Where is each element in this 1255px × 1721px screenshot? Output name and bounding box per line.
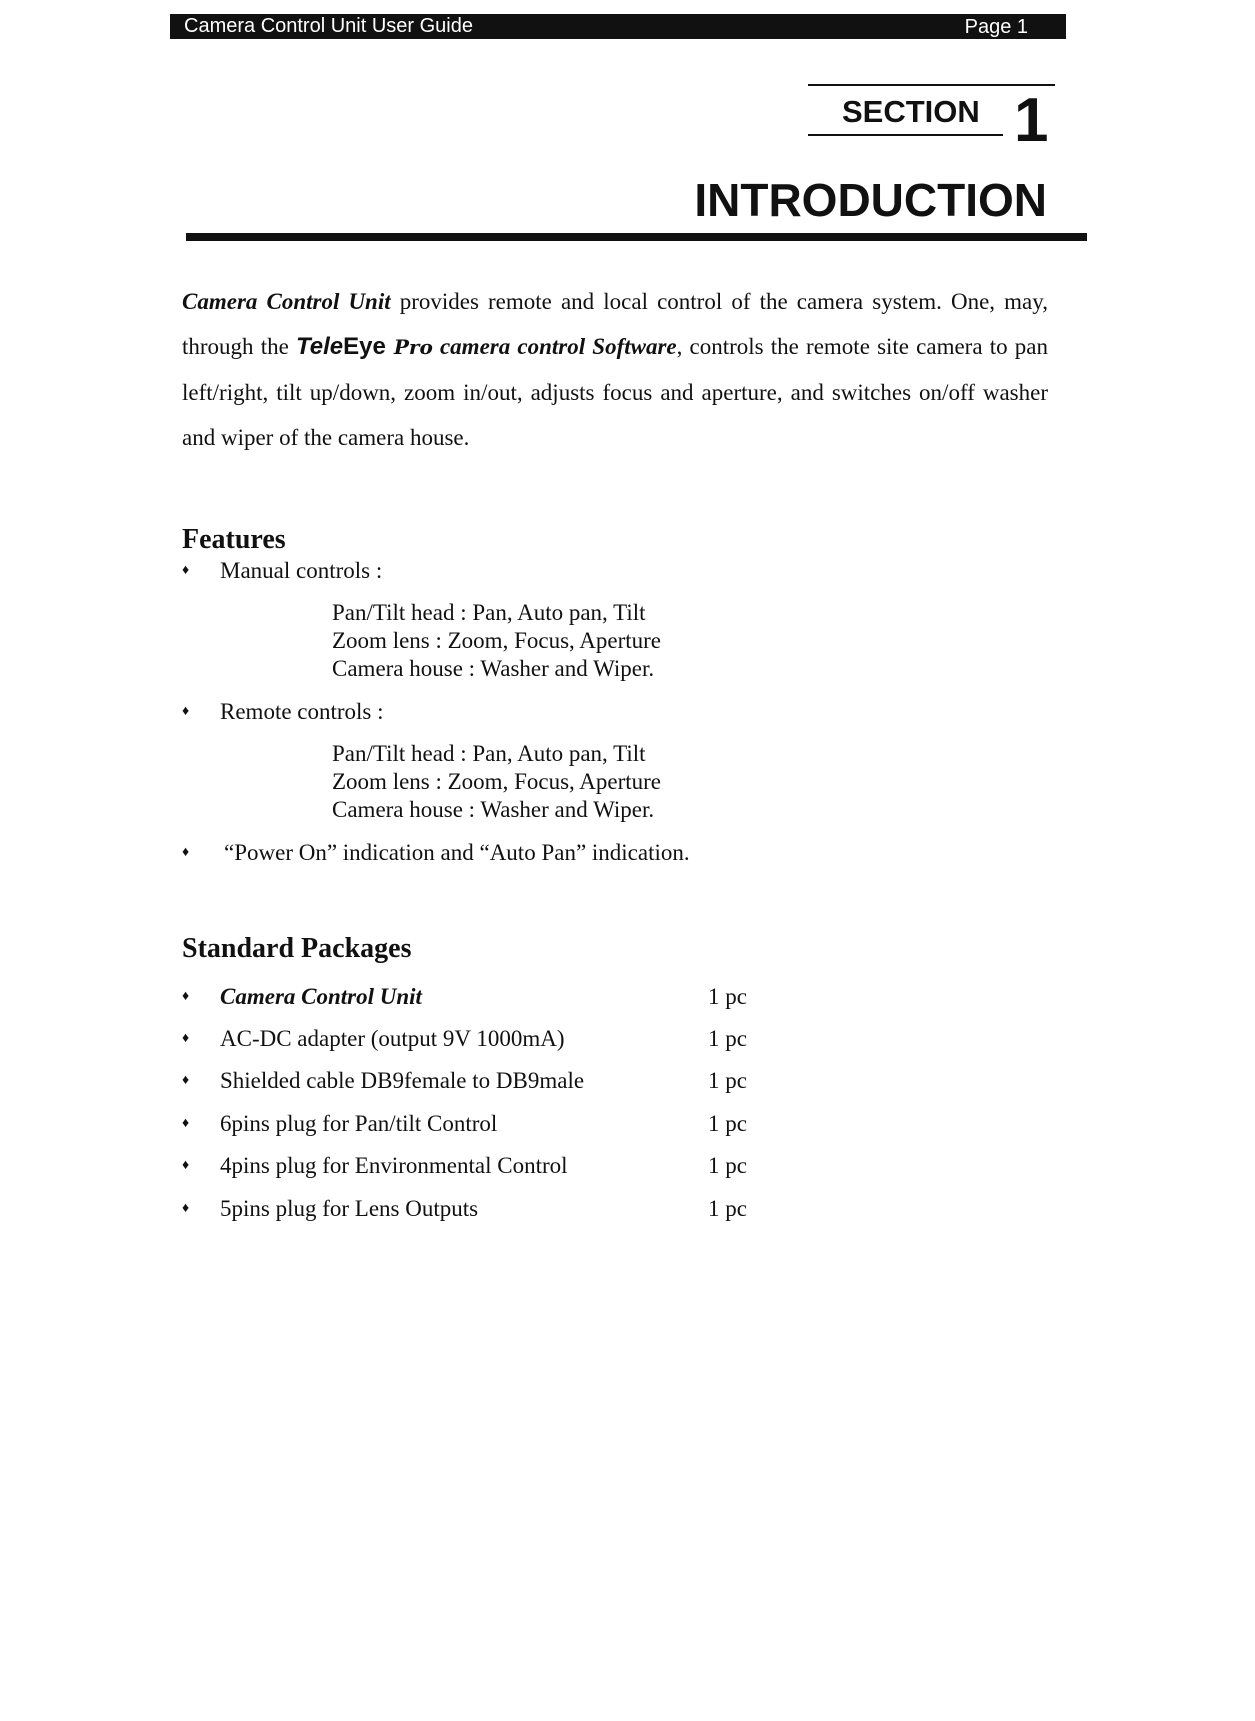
package-item: ♦ 4pins plug for Environmental Control 1 pc [182, 1151, 782, 1181]
title-rule [186, 233, 1087, 241]
bullet-icon: ♦ [182, 563, 190, 578]
bullet-icon: ♦ [182, 1116, 190, 1131]
bullet-icon: ♦ [182, 845, 190, 860]
intro-paragraph [182, 279, 1048, 460]
intro-text-1: provides remote and local control of the camera system. One, may, through the [182, 289, 1048, 359]
remote-zoom-line: Zoom lens : Zoom, Focus, Aperture [332, 769, 661, 794]
section-label: SECTION [842, 94, 980, 129]
section-title: INTRODUCTION [694, 174, 1047, 226]
package-item: ♦ AC-DC adapter (output 9V 1000mA) 1 pc [182, 1024, 782, 1054]
features-heading: Features [182, 524, 286, 555]
package-item: ♦ Shielded cable DB9female to DB9male 1 pc [182, 1066, 782, 1096]
remote-pantilt-line: Pan/Tilt head : Pan, Auto pan, Tilt [332, 741, 646, 766]
bullet-icon: ♦ [182, 989, 190, 1004]
package-item: ♦ 5pins plug for Lens Outputs 1 pc [182, 1194, 782, 1224]
header-bar [170, 14, 1066, 39]
section-label-rule [808, 134, 1003, 136]
section-number: 1 [1014, 86, 1049, 155]
bullet-icon: ♦ [182, 1158, 190, 1173]
bullet-icon: ♦ [182, 1073, 190, 1088]
manual-pantilt-line: Pan/Tilt head : Pan, Auto pan, Tilt [332, 600, 646, 625]
manual-zoom-line: Zoom lens : Zoom, Focus, Aperture [332, 628, 661, 653]
package-item: ♦ Camera Control Unit 1 pc [182, 982, 782, 1012]
bullet-icon: ♦ [182, 1031, 190, 1046]
package-item: ♦ 6pins plug for Pan/tilt Control 1 pc [182, 1109, 782, 1139]
manual-camera-house-line: Camera house : Washer and Wiper. [332, 656, 655, 681]
header-page-number: Page 1 [964, 16, 1028, 38]
teleeye-pro-logo: TeleEye Pro [295, 333, 433, 360]
intro-product-name: Camera Control Unit [182, 289, 391, 314]
header-title: Camera Control Unit User Guide [184, 15, 473, 37]
bullet-icon: ♦ [182, 704, 190, 719]
standard-packages-heading: Standard Packages [182, 933, 412, 964]
bullet-icon: ♦ [182, 1201, 190, 1216]
intro-text-2: , controls the remote site camera to pan left/right, tilt up/down, zoom in/out, adjusts focus and aperture, and switches on/off washer and wiper of the camera house. [182, 334, 1048, 450]
intro-software-name: camera control Software [432, 334, 677, 359]
remote-camera-house-line: Camera house : Washer and Wiper. [332, 797, 655, 822]
